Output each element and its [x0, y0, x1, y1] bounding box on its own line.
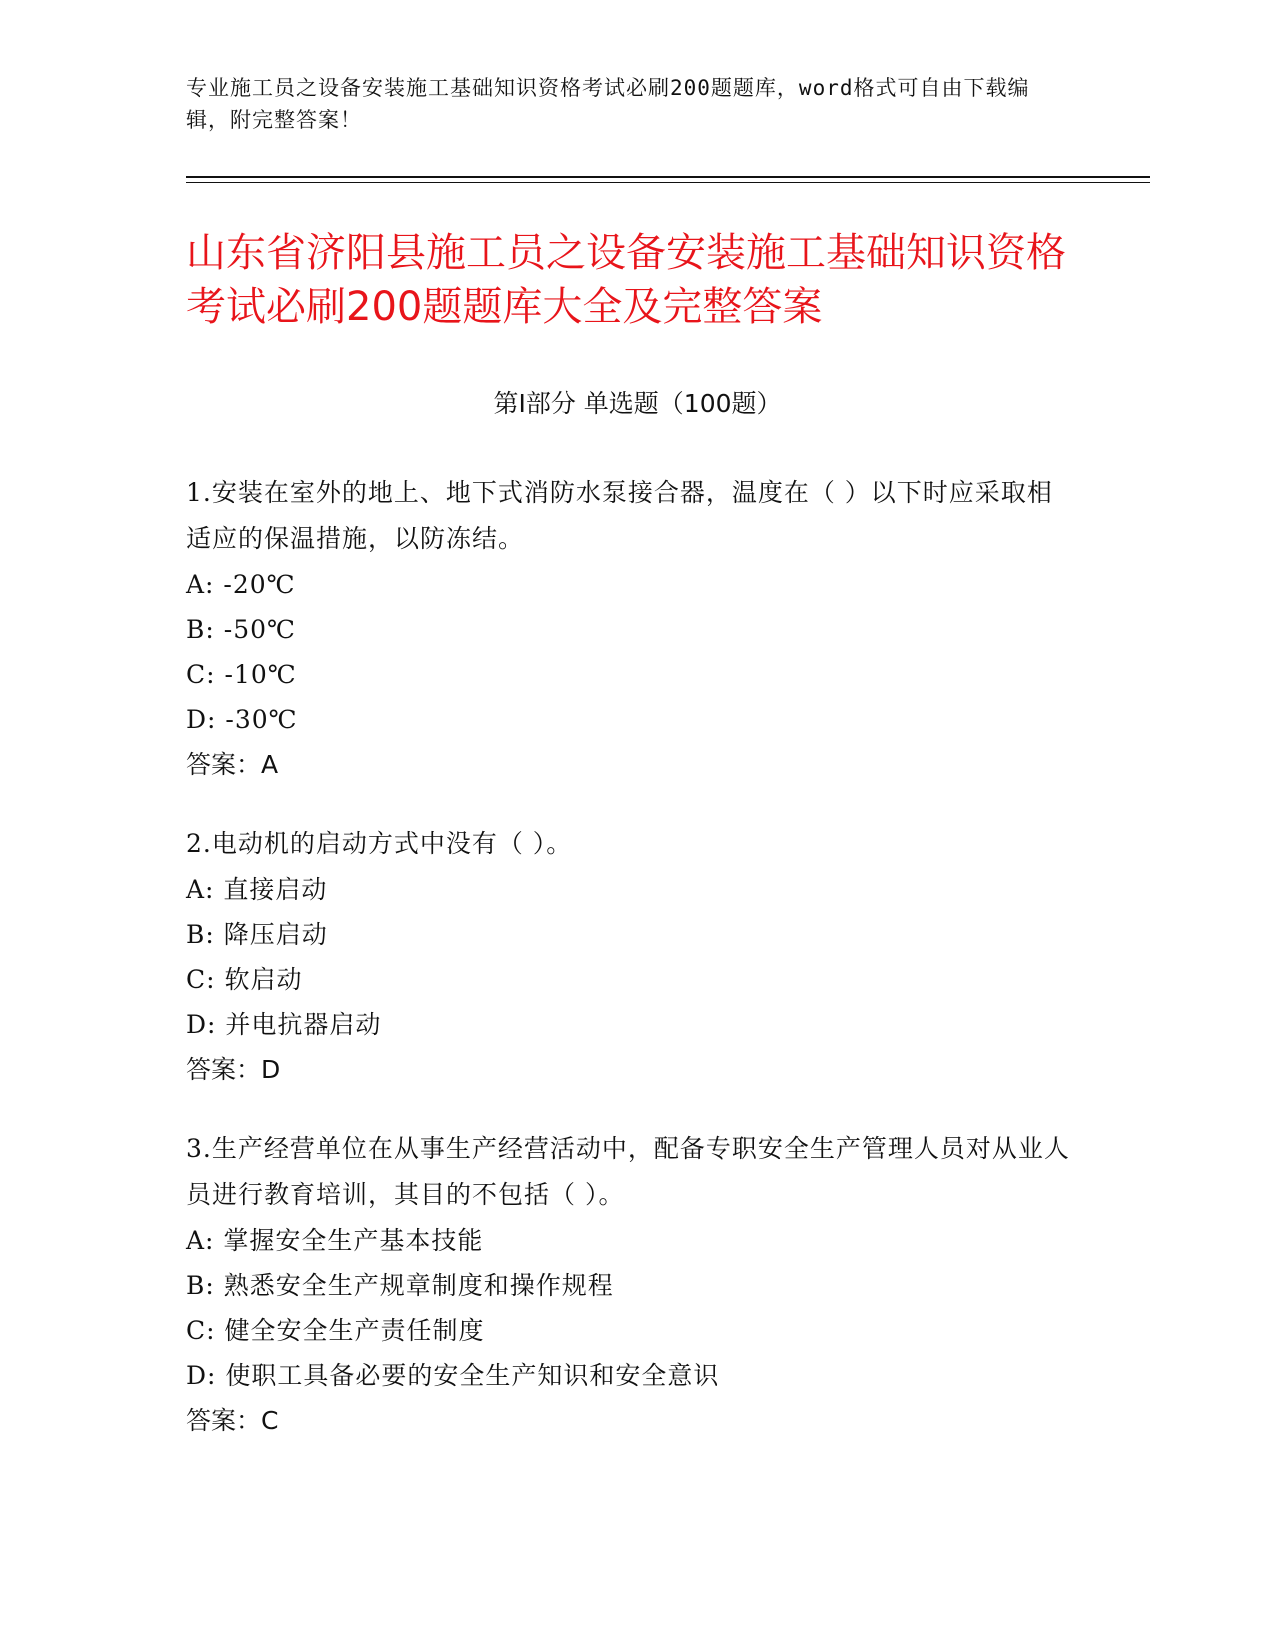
option-d: D: -30℃ — [186, 705, 298, 734]
header-rule-thin — [186, 182, 1150, 183]
option-a: A: 直接启动 — [186, 875, 328, 904]
option-c: C: -10℃ — [186, 660, 297, 689]
option-c: C: 软启动 — [186, 965, 303, 994]
question-stem: 1.安装在室外的地上、地下式消防水泵接合器，温度在（ ）以下时应采取相适应的保温措施，以防冻结。 — [186, 478, 1053, 553]
question-stem: 3.生产经营单位在从事生产经营活动中，配备专职安全生产管理人员对从业人员进行教育培训，其目的不包括（ ）。 — [186, 1134, 1070, 1209]
header-note: 专业施工员之设备安装施工基础知识资格考试必刷200题题库，word格式可自由下载编辑，附完整答案！ — [186, 76, 1030, 132]
option-b: B: 降压启动 — [186, 920, 328, 949]
question-list — [186, 470, 1076, 1477]
answer-line: 答案：D — [186, 1055, 281, 1084]
header-rule-thick — [186, 176, 1150, 178]
option-a: A: -20℃ — [186, 570, 296, 599]
option-d: D: 并电抗器启动 — [186, 1010, 382, 1039]
question-item — [186, 1126, 1076, 1443]
option-c: C: 健全安全生产责任制度 — [186, 1316, 485, 1345]
option-d: D: 使职工具备必要的安全生产知识和安全意识 — [186, 1361, 720, 1390]
option-b: B: 熟悉安全生产规章制度和操作规程 — [186, 1271, 614, 1300]
option-a: A: 掌握安全生产基本技能 — [186, 1226, 484, 1255]
document-title: 山东省济阳县施工员之设备安装施工基础知识资格考试必刷200题题库大全及完整答案 — [186, 230, 1066, 330]
question-item — [186, 470, 1076, 787]
answer-line: 答案：C — [186, 1406, 279, 1435]
question-item — [186, 821, 1076, 1092]
section-heading: 第Ⅰ部分 单选题（100题） — [493, 389, 782, 418]
option-b: B: -50℃ — [186, 615, 296, 644]
answer-line: 答案：A — [186, 750, 279, 779]
question-stem: 2.电动机的启动方式中没有（ ）。 — [186, 829, 573, 858]
